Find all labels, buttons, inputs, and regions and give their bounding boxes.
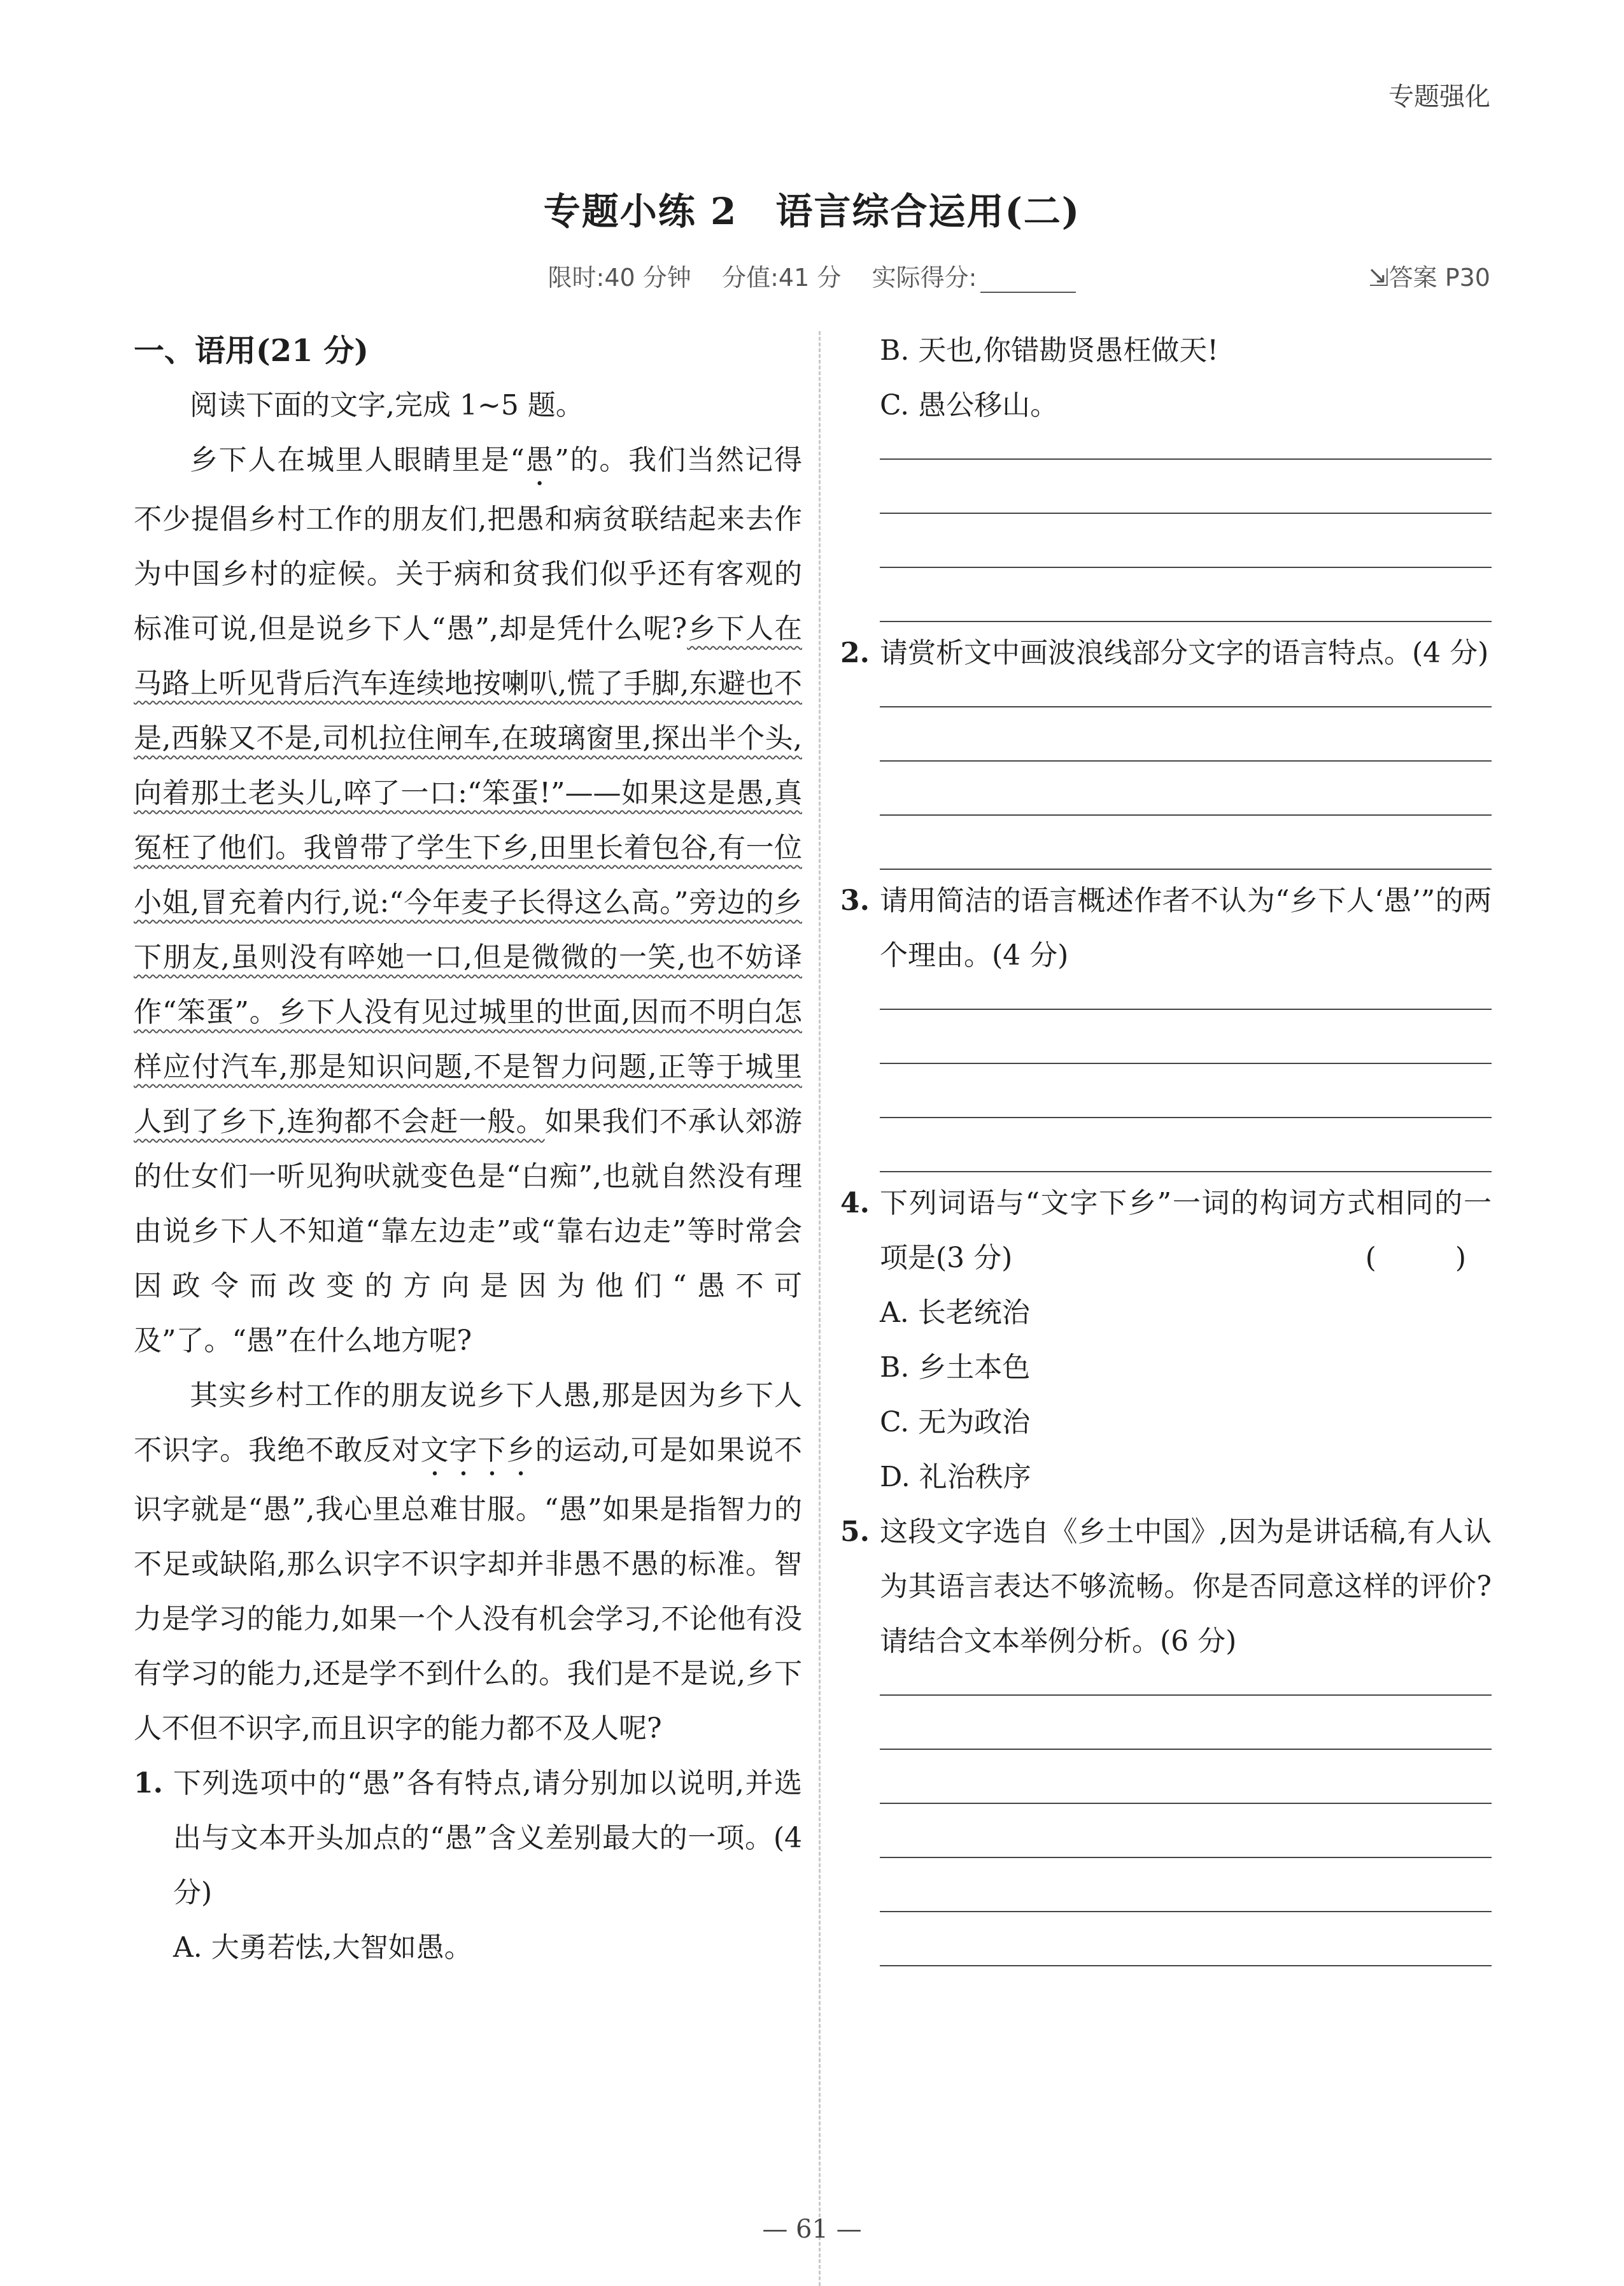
option-b: B. 天也,你错勘贤愚枉做天!	[880, 334, 1218, 367]
answer-line[interactable]	[880, 869, 1492, 870]
answer-lines-q1	[840, 458, 1492, 622]
question-text: 下列词语与“文字下乡”一词的构词方式相同的一项是(3 分)	[880, 1187, 1492, 1274]
question-text: 下列选项中的“愚”各有特点,请分别加以说明,并选出与文本开头加点的“愚”含义差别最大的一项。(4 分)	[173, 1767, 802, 1909]
dotted-word: 愚	[524, 444, 555, 476]
actual-score-label: 实际得分:	[872, 264, 977, 292]
option-a: A. 长老统治	[880, 1296, 1030, 1329]
answer-line[interactable]	[880, 1803, 1492, 1804]
passage-text: ”的。我们当然记得不少提倡乡村工作的朋友们,把愚和病贫联结起来去作为中国乡村的症候。关于病和贫我们似乎还有客观的标准可说,但是说乡下人“愚”,却是凭什么呢?	[134, 444, 802, 645]
time-limit: 限时:40 分钟	[547, 264, 691, 292]
passage-paragraph-2	[134, 1368, 802, 1756]
question-2	[840, 626, 1492, 681]
passage-text: 如果我们不承认郊游的仕女们一听见狗吠就变色是“白痴”,也就自然没有理由说乡下人不知道“靠左边走”或“靠右边走”等时常会因政令而改变的方向是因为他们“愚不可及”了。“愚”在什么地方呢?	[134, 1105, 802, 1357]
answer-line[interactable]	[880, 814, 1492, 816]
passage-text: 其实乡村工作的朋友说乡下人愚,那是因为乡下人不识字。我绝不敢反对	[134, 1379, 803, 1466]
section-heading: 一、语用(21 分)	[134, 333, 369, 369]
question-text: 请用简洁的语言概述作者不认为“乡下人‘愚’”的两个理由。(4 分)	[880, 884, 1492, 972]
option-d: D. 礼治秩序	[880, 1461, 1031, 1493]
question-3	[840, 874, 1492, 983]
passage-text: 的运动,可是如果说不识字就是“愚”,我心里总难甘服。“愚”如果是指智力的不足或缺陷,那么识字不识字却并非愚不愚的标准。智力是学习的能力,如果一个人没有机会学习,不论他有没有学习的能力,还是学不到什么的。我们是不是说,乡下人不但不识字,而且识字的能力都不及人呢?	[134, 1434, 803, 1745]
answer-line[interactable]	[880, 1694, 1492, 1696]
question-text: 这段文字选自《乡土中国》,因为是讲话稿,有人认为其语言表达不够流畅。你是否同意这样的评价?请结合文本举例分析。(6 分)	[880, 1516, 1492, 1658]
answer-line[interactable]	[880, 760, 1492, 762]
question-number: 4.	[840, 1187, 870, 1219]
page-number: — 61 —	[762, 2215, 862, 2244]
answer-line[interactable]	[880, 1965, 1492, 1966]
option-c: C. 愚公移山。	[880, 389, 1059, 422]
question-4	[840, 1176, 1492, 1286]
question-text: 请赏析文中画波浪线部分文字的语言特点。(4 分)	[880, 637, 1489, 669]
answer-line[interactable]	[880, 1857, 1492, 1858]
answer-line[interactable]	[880, 706, 1492, 707]
question-1	[134, 1756, 802, 1920]
option-a: A. 大勇若怯,大智如愚。	[173, 1931, 472, 1964]
answer-line[interactable]	[880, 621, 1492, 622]
answer-line[interactable]	[880, 567, 1492, 568]
answer-line[interactable]	[880, 1063, 1492, 1064]
answer-line[interactable]	[880, 513, 1492, 514]
question-number: 3.	[840, 884, 870, 917]
question-5	[840, 1505, 1492, 1669]
score-total: 分值:41 分	[722, 264, 842, 292]
passage-text: 乡下人在城里人眼睛里是“	[190, 444, 525, 476]
question-number: 5.	[840, 1516, 870, 1548]
question-number: 1.	[134, 1767, 163, 1800]
left-column	[134, 323, 802, 1975]
answer-line[interactable]	[880, 1911, 1492, 1912]
answer-lines-q3	[840, 1009, 1492, 1172]
wavy-underlined-text: 乡下人在马路上听见背后汽车连续地按喇叭,慌了手脚,东避也不是,西躲又不是,司机拉住闸车,在玻璃窗里,探出半个头,向着那土老头儿,啐了一口:“笨蛋!”——如果这是愚,真冤枉了他们。我曾带了学生下乡,田里长着包谷,有一位小姐,冒充着内行,说:“今年麦子长得这么高。”旁边的乡下朋友,虽则没有啐她一口,但是微微的一笑,也不妨译作“笨蛋”。乡下人没有见过城里的世面,因而不明白怎样应付汽车,那是知识问题,不是智力问题,正等于城里人到了乡下,连狗都不会赶一般。	[134, 613, 802, 1138]
answer-lines-q5	[840, 1694, 1492, 1966]
question-number: 2.	[840, 637, 870, 669]
page-title: 专题小练 2 语言综合运用(二)	[543, 190, 1081, 233]
right-column	[840, 323, 1492, 1966]
answer-parentheses[interactable]: ( )	[1365, 1242, 1492, 1274]
topic-label: 专题强化	[1388, 82, 1490, 111]
answer-lines-q2	[840, 706, 1492, 870]
answer-line[interactable]	[880, 1749, 1492, 1750]
answer-line[interactable]	[880, 1171, 1492, 1172]
answer-reference: ⇲答案 P30	[1368, 264, 1490, 292]
answer-line[interactable]	[880, 1117, 1492, 1118]
answer-line[interactable]	[880, 1009, 1492, 1010]
option-c: C. 无为政治	[880, 1406, 1031, 1438]
answer-line[interactable]	[880, 458, 1492, 460]
column-divider	[819, 331, 821, 2286]
reading-instruction: 阅读下面的文字,完成 1~5 题。	[190, 389, 584, 422]
option-b: B. 乡土本色	[880, 1351, 1031, 1384]
dotted-phrase: 文字下乡	[420, 1434, 535, 1466]
score-blank[interactable]	[980, 270, 1076, 293]
passage-paragraph-1	[134, 433, 802, 1368]
